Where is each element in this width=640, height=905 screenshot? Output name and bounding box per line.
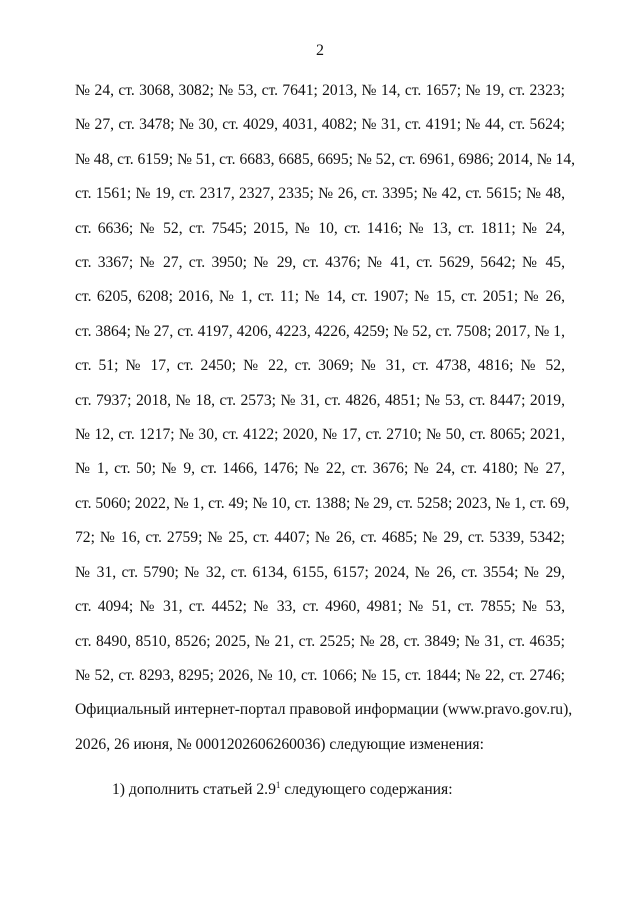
list-item-amendment [112,768,453,807]
text-line: № 24, ст. 3068, 3082; № 53, ст. 7641; 2013, № 14, ст. 1657; № 19, ст. 2323; [75,82,565,99]
text-line: № 1, ст. 50; № 9, ст. 1466, 1476; № 22, ст. 3676; № 24, ст. 4180; № 27, [75,460,565,478]
text-line: 72; № 16, ст. 2759; № 25, ст. 4407; № 26, ст. 4685; № 29, ст. 5339, 5342; [75,529,565,547]
document-body [75,74,576,762]
text-line: № 48, ст. 6159; № 51, ст. 6683, 6685, 6695; № 52, ст. 6961, 6986; 2014, № 14, [75,150,576,168]
text-line: ст. 6205, 6208; 2016, № 1, ст. 11; № 14, ст. 1907; № 15, ст. 2051; № 26, [75,288,565,306]
item-text-suffix: следующего содержания: [280,781,453,798]
text-line: № 12, ст. 1217; № 30, ст. 4122; 2020, № 17, ст. 2710; № 50, ст. 8065; 2021, [75,426,565,444]
text-line: ст. 6636; № 52, ст. 7545; 2015, № 10, ст. 1416; № 13, ст. 1811; № 24, [75,219,565,237]
text-line: ст. 7937; 2018, № 18, ст. 2573; № 31, ст. 4826, 4851; № 53, ст. 8447; 2019, [75,391,565,409]
text-line: № 52, ст. 8293, 8295; 2026, № 10, ст. 1066; № 15, ст. 1844; № 22, ст. 2746; [75,666,565,684]
item-text-prefix: 1) дополнить статьей 2.9 [112,781,276,798]
text-line: 2026, 26 июня, № 0001202606260036) следующие изменения: [75,735,484,753]
text-line: ст. 1561; № 19, ст. 2317, 2327, 2335; № 26, ст. 3395; № 42, ст. 5615; № 48, [75,185,565,203]
item-superscript: 1 [275,780,281,790]
text-line: ст. 5060; 2022, № 1, ст. 49; № 10, ст. 1388; № 29, ст. 5258; 2023, № 1, ст. 69, [75,494,570,512]
text-line: ст. 4094; № 31, ст. 4452; № 33, ст. 4960, 4981; № 51, ст. 7855; № 53, [75,598,565,616]
text-line: Официальный интернет-портал правовой информации (www.pravo.gov.ru), [75,701,573,719]
text-line: № 31, ст. 5790; № 32, ст. 6134, 6155, 6157; 2024, № 26, ст. 3554; № 29, [75,563,565,581]
page-number: 2 [316,42,324,59]
text-line: ст. 3367; № 27, ст. 3950; № 29, ст. 4376; № 41, ст. 5629, 5642; № 45, [75,254,565,272]
text-line: ст. 51; № 17, ст. 2450; № 22, ст. 3069; № 31, ст. 4738, 4816; № 52, [75,357,565,375]
text-line: ст. 3864; № 27, ст. 4197, 4206, 4223, 4226, 4259; № 52, ст. 7508; 2017, № 1, [75,322,565,340]
text-line: № 27, ст. 3478; № 30, ст. 4029, 4031, 4082; № 31, ст. 4191; № 44, ст. 5624; [75,116,565,134]
text-line: ст. 8490, 8510, 8526; 2025, № 21, ст. 2525; № 28, ст. 3849; № 31, ст. 4635; [75,632,565,650]
